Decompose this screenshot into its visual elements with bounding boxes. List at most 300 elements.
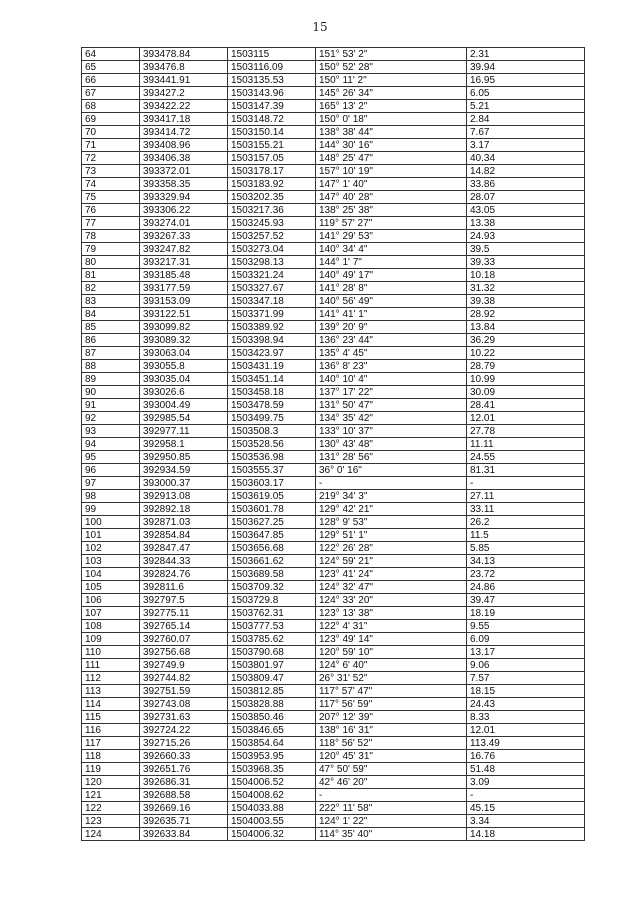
table-row — [82, 438, 585, 451]
bearing-cell: 42° 46' 20" — [316, 776, 467, 789]
distance-cell: 7.67 — [467, 126, 585, 139]
x-coordinate-cell: 392950.85 — [140, 451, 228, 464]
x-coordinate-cell: 392749.9 — [140, 659, 228, 672]
x-coordinate-cell: 392844.33 — [140, 555, 228, 568]
y-coordinate-cell: 1503257.52 — [228, 230, 316, 243]
distance-cell: 39.47 — [467, 594, 585, 607]
x-coordinate-cell: 392871.03 — [140, 516, 228, 529]
x-coordinate-cell: 393000.37 — [140, 477, 228, 490]
point-number-cell: 68 — [82, 100, 140, 113]
bearing-cell: 47° 50' 59" — [316, 763, 467, 776]
point-number-cell: 112 — [82, 672, 140, 685]
point-number-cell: 64 — [82, 48, 140, 61]
table-row — [82, 685, 585, 698]
distance-cell: 3.34 — [467, 815, 585, 828]
y-coordinate-cell: 1503115 — [228, 48, 316, 61]
table-row — [82, 165, 585, 178]
point-number-cell: 98 — [82, 490, 140, 503]
y-coordinate-cell: 1503478.59 — [228, 399, 316, 412]
point-number-cell: 82 — [82, 282, 140, 295]
y-coordinate-cell: 1503536.98 — [228, 451, 316, 464]
bearing-cell: 138° 16' 31" — [316, 724, 467, 737]
distance-cell: 11.5 — [467, 529, 585, 542]
x-coordinate-cell: 392958.1 — [140, 438, 228, 451]
bearing-cell: 148° 25' 47" — [316, 152, 467, 165]
point-number-cell: 83 — [82, 295, 140, 308]
bearing-cell: 139° 20' 9" — [316, 321, 467, 334]
x-coordinate-cell: 393063.04 — [140, 347, 228, 360]
distance-cell: 3.09 — [467, 776, 585, 789]
bearing-cell: 140° 34' 4" — [316, 243, 467, 256]
x-coordinate-cell: 392669.16 — [140, 802, 228, 815]
point-number-cell: 95 — [82, 451, 140, 464]
x-coordinate-cell: 392660.33 — [140, 750, 228, 763]
y-coordinate-cell: 1503762.31 — [228, 607, 316, 620]
table-row — [82, 230, 585, 243]
distance-cell: 30.09 — [467, 386, 585, 399]
bearing-cell: 135° 4' 45" — [316, 347, 467, 360]
y-coordinate-cell: 1503431.19 — [228, 360, 316, 373]
distance-cell: 13.17 — [467, 646, 585, 659]
distance-cell: 14.82 — [467, 165, 585, 178]
point-number-cell: 110 — [82, 646, 140, 659]
distance-cell: 81.31 — [467, 464, 585, 477]
bearing-cell: 144° 1' 7" — [316, 256, 467, 269]
y-coordinate-cell: 1503661.62 — [228, 555, 316, 568]
table-row — [82, 633, 585, 646]
table-row — [82, 503, 585, 516]
x-coordinate-cell: 393476.8 — [140, 61, 228, 74]
y-coordinate-cell: 1503812.85 — [228, 685, 316, 698]
point-number-cell: 71 — [82, 139, 140, 152]
bearing-cell: 136° 23' 44" — [316, 334, 467, 347]
table-row — [82, 646, 585, 659]
table-row — [82, 724, 585, 737]
bearing-cell: 150° 52' 28" — [316, 61, 467, 74]
table-row — [82, 529, 585, 542]
x-coordinate-cell: 392775.11 — [140, 607, 228, 620]
distance-cell: 28.79 — [467, 360, 585, 373]
bearing-cell: 122° 4' 31" — [316, 620, 467, 633]
table-row — [82, 620, 585, 633]
table-row — [82, 568, 585, 581]
point-number-cell: 114 — [82, 698, 140, 711]
bearing-cell: 140° 10' 4" — [316, 373, 467, 386]
x-coordinate-cell: 393417.18 — [140, 113, 228, 126]
y-coordinate-cell: 1503451.14 — [228, 373, 316, 386]
distance-cell: 12.01 — [467, 724, 585, 737]
bearing-cell: 138° 25' 38" — [316, 204, 467, 217]
y-coordinate-cell: 1503327.67 — [228, 282, 316, 295]
distance-cell: 24.55 — [467, 451, 585, 464]
y-coordinate-cell: 1503619.05 — [228, 490, 316, 503]
point-number-cell: 77 — [82, 217, 140, 230]
distance-cell: 5.85 — [467, 542, 585, 555]
table-row — [82, 516, 585, 529]
point-number-cell: 69 — [82, 113, 140, 126]
point-number-cell: 116 — [82, 724, 140, 737]
x-coordinate-cell: 392744.82 — [140, 672, 228, 685]
point-number-cell: 92 — [82, 412, 140, 425]
table-row — [82, 490, 585, 503]
distance-cell: 45.15 — [467, 802, 585, 815]
point-number-cell: 102 — [82, 542, 140, 555]
point-number-cell: 96 — [82, 464, 140, 477]
point-number-cell: 105 — [82, 581, 140, 594]
y-coordinate-cell: 1503968.35 — [228, 763, 316, 776]
distance-cell: 2.84 — [467, 113, 585, 126]
distance-cell: 13.38 — [467, 217, 585, 230]
bearing-cell: 147° 1' 40" — [316, 178, 467, 191]
distance-cell: 113.49 — [467, 737, 585, 750]
table-row — [82, 581, 585, 594]
y-coordinate-cell: 1503458.18 — [228, 386, 316, 399]
y-coordinate-cell: 1503656.68 — [228, 542, 316, 555]
x-coordinate-cell: 393274.01 — [140, 217, 228, 230]
distance-cell: 40.34 — [467, 152, 585, 165]
table-row — [82, 191, 585, 204]
table-row — [82, 295, 585, 308]
x-coordinate-cell: 393306.22 — [140, 204, 228, 217]
x-coordinate-cell: 392824.76 — [140, 568, 228, 581]
table-row — [82, 243, 585, 256]
distance-cell: 26.2 — [467, 516, 585, 529]
point-number-cell: 81 — [82, 269, 140, 282]
point-number-cell: 120 — [82, 776, 140, 789]
point-number-cell: 111 — [82, 659, 140, 672]
distance-cell: 36.29 — [467, 334, 585, 347]
point-number-cell: 66 — [82, 74, 140, 87]
distance-cell: 14.18 — [467, 828, 585, 841]
table-row — [82, 100, 585, 113]
bearing-cell: 140° 56' 49" — [316, 295, 467, 308]
point-number-cell: 109 — [82, 633, 140, 646]
distance-cell: 23.72 — [467, 568, 585, 581]
point-number-cell: 91 — [82, 399, 140, 412]
table-row — [82, 815, 585, 828]
y-coordinate-cell: 1503777.53 — [228, 620, 316, 633]
bearing-cell: 141° 41' 1" — [316, 308, 467, 321]
x-coordinate-cell: 393035.04 — [140, 373, 228, 386]
table-row — [82, 776, 585, 789]
x-coordinate-cell: 392934.59 — [140, 464, 228, 477]
table-row — [82, 542, 585, 555]
point-number-cell: 100 — [82, 516, 140, 529]
point-number-cell: 94 — [82, 438, 140, 451]
y-coordinate-cell: 1503603.17 — [228, 477, 316, 490]
distance-cell: 13.84 — [467, 321, 585, 334]
distance-cell: 2.31 — [467, 48, 585, 61]
table-row — [82, 282, 585, 295]
point-number-cell: 104 — [82, 568, 140, 581]
y-coordinate-cell: 1503854.64 — [228, 737, 316, 750]
table-row — [82, 152, 585, 165]
x-coordinate-cell: 392985.54 — [140, 412, 228, 425]
x-coordinate-cell: 393177.59 — [140, 282, 228, 295]
coordinates-table — [81, 47, 585, 841]
x-coordinate-cell: 393004.49 — [140, 399, 228, 412]
point-number-cell: 79 — [82, 243, 140, 256]
bearing-cell: 219° 34' 3" — [316, 490, 467, 503]
bearing-cell: 123° 49' 14" — [316, 633, 467, 646]
distance-cell: 33.11 — [467, 503, 585, 516]
table-row — [82, 217, 585, 230]
distance-cell: 28.07 — [467, 191, 585, 204]
distance-cell: 5.21 — [467, 100, 585, 113]
table-row — [82, 594, 585, 607]
table-row — [82, 711, 585, 724]
table-row — [82, 802, 585, 815]
table-row — [82, 334, 585, 347]
x-coordinate-cell: 393427.2 — [140, 87, 228, 100]
point-number-cell: 85 — [82, 321, 140, 334]
point-number-cell: 107 — [82, 607, 140, 620]
distance-cell: - — [467, 477, 585, 490]
y-coordinate-cell: 1503178.17 — [228, 165, 316, 178]
distance-cell: 8.33 — [467, 711, 585, 724]
x-coordinate-cell: 393122.51 — [140, 308, 228, 321]
bearing-cell: 129° 51' 1" — [316, 529, 467, 542]
bearing-cell: 140° 49' 17" — [316, 269, 467, 282]
bearing-cell: 117° 56' 59" — [316, 698, 467, 711]
distance-cell: 51.48 — [467, 763, 585, 776]
distance-cell: 16.95 — [467, 74, 585, 87]
point-number-cell: 115 — [82, 711, 140, 724]
x-coordinate-cell: 392797.5 — [140, 594, 228, 607]
y-coordinate-cell: 1503528.56 — [228, 438, 316, 451]
table-row — [82, 61, 585, 74]
y-coordinate-cell: 1503321.24 — [228, 269, 316, 282]
point-number-cell: 119 — [82, 763, 140, 776]
distance-cell: 6.09 — [467, 633, 585, 646]
table-row — [82, 659, 585, 672]
table-row — [82, 113, 585, 126]
distance-cell: 34.13 — [467, 555, 585, 568]
y-coordinate-cell: 1503245.93 — [228, 217, 316, 230]
x-coordinate-cell: 393408.96 — [140, 139, 228, 152]
bearing-cell: 118° 56' 52" — [316, 737, 467, 750]
point-number-cell: 117 — [82, 737, 140, 750]
bearing-cell: 136° 8' 23" — [316, 360, 467, 373]
distance-cell: 39.33 — [467, 256, 585, 269]
x-coordinate-cell: 393406.38 — [140, 152, 228, 165]
table-row — [82, 763, 585, 776]
x-coordinate-cell: 393217.31 — [140, 256, 228, 269]
table-row — [82, 464, 585, 477]
point-number-cell: 123 — [82, 815, 140, 828]
bearing-cell: 114° 35' 40" — [316, 828, 467, 841]
point-number-cell: 78 — [82, 230, 140, 243]
y-coordinate-cell: 1503423.97 — [228, 347, 316, 360]
x-coordinate-cell: 392854.84 — [140, 529, 228, 542]
bearing-cell: 150° 11' 2" — [316, 74, 467, 87]
bearing-cell: - — [316, 789, 467, 802]
bearing-cell: 150° 0' 18" — [316, 113, 467, 126]
x-coordinate-cell: 392811.6 — [140, 581, 228, 594]
point-number-cell: 93 — [82, 425, 140, 438]
table-row — [82, 347, 585, 360]
bearing-cell: 165° 13' 2" — [316, 100, 467, 113]
y-coordinate-cell: 1503850.46 — [228, 711, 316, 724]
y-coordinate-cell: 1503347.18 — [228, 295, 316, 308]
bearing-cell: 151° 53' 2" — [316, 48, 467, 61]
table-row — [82, 672, 585, 685]
y-coordinate-cell: 1504008.62 — [228, 789, 316, 802]
point-number-cell: 88 — [82, 360, 140, 373]
point-number-cell: 89 — [82, 373, 140, 386]
point-number-cell: 75 — [82, 191, 140, 204]
table-row — [82, 87, 585, 100]
y-coordinate-cell: 1503389.92 — [228, 321, 316, 334]
x-coordinate-cell: 392847.47 — [140, 542, 228, 555]
point-number-cell: 124 — [82, 828, 140, 841]
y-coordinate-cell: 1503790.68 — [228, 646, 316, 659]
y-coordinate-cell: 1503555.37 — [228, 464, 316, 477]
y-coordinate-cell: 1503846.65 — [228, 724, 316, 737]
point-number-cell: 76 — [82, 204, 140, 217]
point-number-cell: 97 — [82, 477, 140, 490]
bearing-cell: 122° 26' 28" — [316, 542, 467, 555]
bearing-cell: 144° 30' 16" — [316, 139, 467, 152]
table-row — [82, 477, 585, 490]
point-number-cell: 113 — [82, 685, 140, 698]
bearing-cell: 120° 59' 10" — [316, 646, 467, 659]
y-coordinate-cell: 1503508.3 — [228, 425, 316, 438]
x-coordinate-cell: 392892.18 — [140, 503, 228, 516]
distance-cell: 10.22 — [467, 347, 585, 360]
x-coordinate-cell: 392743.08 — [140, 698, 228, 711]
coordinates-table-body — [82, 48, 585, 841]
bearing-cell: 141° 29' 53" — [316, 230, 467, 243]
y-coordinate-cell: 1503116.09 — [228, 61, 316, 74]
y-coordinate-cell: 1503689.58 — [228, 568, 316, 581]
x-coordinate-cell: 392760.07 — [140, 633, 228, 646]
x-coordinate-cell: 393329.94 — [140, 191, 228, 204]
bearing-cell: 134° 35' 42" — [316, 412, 467, 425]
distance-cell: 39.5 — [467, 243, 585, 256]
distance-cell: 39.38 — [467, 295, 585, 308]
table-row — [82, 256, 585, 269]
y-coordinate-cell: 1503398.94 — [228, 334, 316, 347]
table-row — [82, 412, 585, 425]
y-coordinate-cell: 1503371.99 — [228, 308, 316, 321]
x-coordinate-cell: 393055.8 — [140, 360, 228, 373]
y-coordinate-cell: 1503273.04 — [228, 243, 316, 256]
bearing-cell: 36° 0' 16" — [316, 464, 467, 477]
point-number-cell: 103 — [82, 555, 140, 568]
y-coordinate-cell: 1503785.62 — [228, 633, 316, 646]
point-number-cell: 86 — [82, 334, 140, 347]
table-row — [82, 555, 585, 568]
bearing-cell: 124° 59' 21" — [316, 555, 467, 568]
table-row — [82, 321, 585, 334]
bearing-cell: 157° 10' 19" — [316, 165, 467, 178]
table-row — [82, 607, 585, 620]
table-row — [82, 74, 585, 87]
bearing-cell: 123° 13' 38" — [316, 607, 467, 620]
y-coordinate-cell: 1504006.32 — [228, 828, 316, 841]
x-coordinate-cell: 393422.22 — [140, 100, 228, 113]
bearing-cell: 130° 43' 48" — [316, 438, 467, 451]
distance-cell: 27.11 — [467, 490, 585, 503]
distance-cell: 28.92 — [467, 308, 585, 321]
y-coordinate-cell: 1504033.88 — [228, 802, 316, 815]
distance-cell: 33.86 — [467, 178, 585, 191]
table-row — [82, 126, 585, 139]
table-row — [82, 360, 585, 373]
bearing-cell: 147° 40' 28" — [316, 191, 467, 204]
table-row — [82, 425, 585, 438]
table-row — [82, 178, 585, 191]
y-coordinate-cell: 1503202.35 — [228, 191, 316, 204]
point-number-cell: 65 — [82, 61, 140, 74]
y-coordinate-cell: 1503499.75 — [228, 412, 316, 425]
x-coordinate-cell: 392635.71 — [140, 815, 228, 828]
x-coordinate-cell: 392977.11 — [140, 425, 228, 438]
bearing-cell: 131° 50' 47" — [316, 399, 467, 412]
x-coordinate-cell: 392651.76 — [140, 763, 228, 776]
bearing-cell: 120° 45' 31" — [316, 750, 467, 763]
table-row — [82, 373, 585, 386]
bearing-cell: - — [316, 477, 467, 490]
table-row — [82, 48, 585, 61]
table-row — [82, 789, 585, 802]
y-coordinate-cell: 1503155.21 — [228, 139, 316, 152]
table-row — [82, 828, 585, 841]
distance-cell: 10.18 — [467, 269, 585, 282]
table-row — [82, 204, 585, 217]
x-coordinate-cell: 393358.35 — [140, 178, 228, 191]
bearing-cell: 124° 6' 40" — [316, 659, 467, 672]
x-coordinate-cell: 393185.48 — [140, 269, 228, 282]
y-coordinate-cell: 1503148.72 — [228, 113, 316, 126]
distance-cell: 28.41 — [467, 399, 585, 412]
distance-cell: 43.05 — [467, 204, 585, 217]
bearing-cell: 207° 12' 39" — [316, 711, 467, 724]
point-number-cell: 121 — [82, 789, 140, 802]
x-coordinate-cell: 393247.82 — [140, 243, 228, 256]
distance-cell: 11.11 — [467, 438, 585, 451]
bearing-cell: 131° 28' 56" — [316, 451, 467, 464]
bearing-cell: 124° 1' 22" — [316, 815, 467, 828]
point-number-cell: 118 — [82, 750, 140, 763]
x-coordinate-cell: 392724.22 — [140, 724, 228, 737]
table-row — [82, 698, 585, 711]
table-row — [82, 451, 585, 464]
distance-cell: 24.86 — [467, 581, 585, 594]
bearing-cell: 141° 28' 8" — [316, 282, 467, 295]
bearing-cell: 117° 57' 47" — [316, 685, 467, 698]
point-number-cell: 84 — [82, 308, 140, 321]
bearing-cell: 128° 9' 53" — [316, 516, 467, 529]
bearing-cell: 222° 11' 58" — [316, 802, 467, 815]
distance-cell: 9.55 — [467, 620, 585, 633]
x-coordinate-cell: 392765.14 — [140, 620, 228, 633]
table-row — [82, 737, 585, 750]
y-coordinate-cell: 1503801.97 — [228, 659, 316, 672]
x-coordinate-cell: 393478.84 — [140, 48, 228, 61]
point-number-cell: 101 — [82, 529, 140, 542]
point-number-cell: 72 — [82, 152, 140, 165]
y-coordinate-cell: 1504003.55 — [228, 815, 316, 828]
y-coordinate-cell: 1503601.78 — [228, 503, 316, 516]
bearing-cell: 138° 38' 44" — [316, 126, 467, 139]
distance-cell: 24.93 — [467, 230, 585, 243]
distance-cell: - — [467, 789, 585, 802]
x-coordinate-cell: 393414.72 — [140, 126, 228, 139]
table-row — [82, 386, 585, 399]
x-coordinate-cell: 393441.91 — [140, 74, 228, 87]
